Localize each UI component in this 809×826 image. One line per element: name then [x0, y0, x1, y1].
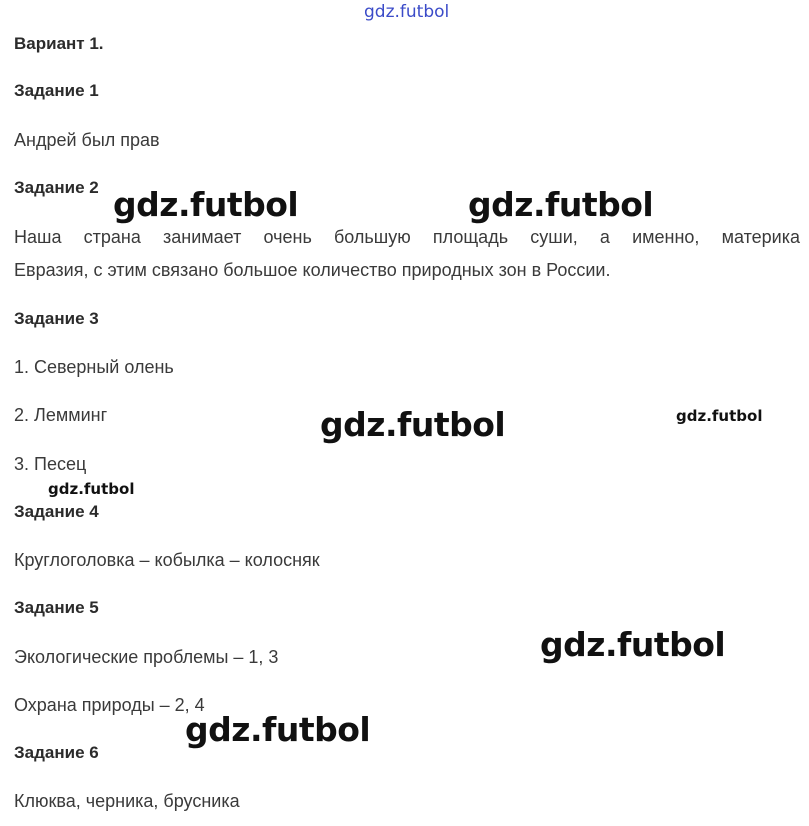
- watermark: gdz.futbol: [676, 407, 763, 425]
- task-2-line-2: Евразия, с этим связано большое количество природных зон в России.: [14, 260, 611, 280]
- task-5-line-1: Экологические проблемы – 1, 3: [14, 647, 279, 667]
- watermark-top: gdz.futbol: [364, 2, 450, 22]
- watermark: gdz.futbol: [468, 185, 654, 224]
- watermark: gdz.futbol: [540, 625, 726, 664]
- task-1-heading: Задание 1: [14, 81, 99, 100]
- task-4-heading: Задание 4: [14, 502, 99, 521]
- watermark: gdz.futbol: [185, 710, 371, 749]
- task-5-heading: Задание 5: [14, 598, 99, 617]
- task-4-line-1: Круглоголовка – кобылка – колосняк: [14, 550, 320, 570]
- task-2-line-1: Наша страна занимает очень большую площадь суши, а именно, материка: [14, 227, 800, 247]
- watermark: gdz.futbol: [48, 480, 135, 498]
- task-2-heading: Задание 2: [14, 178, 99, 197]
- variant-title: Вариант 1.: [14, 34, 104, 53]
- watermark: gdz.futbol: [113, 185, 299, 224]
- task-3-line-3: 3. Песец: [14, 454, 87, 474]
- task-6-heading: Задание 6: [14, 743, 99, 762]
- task-3-heading: Задание 3: [14, 309, 99, 328]
- task-6-line-1: Клюква, черника, брусника: [14, 791, 240, 811]
- task-3-line-2: 2. Лемминг: [14, 405, 108, 425]
- task-5-line-2: Охрана природы – 2, 4: [14, 695, 205, 715]
- task-3-line-1: 1. Северный олень: [14, 357, 174, 377]
- watermark: gdz.futbol: [320, 405, 506, 444]
- task-1-line-1: Андрей был прав: [14, 130, 160, 150]
